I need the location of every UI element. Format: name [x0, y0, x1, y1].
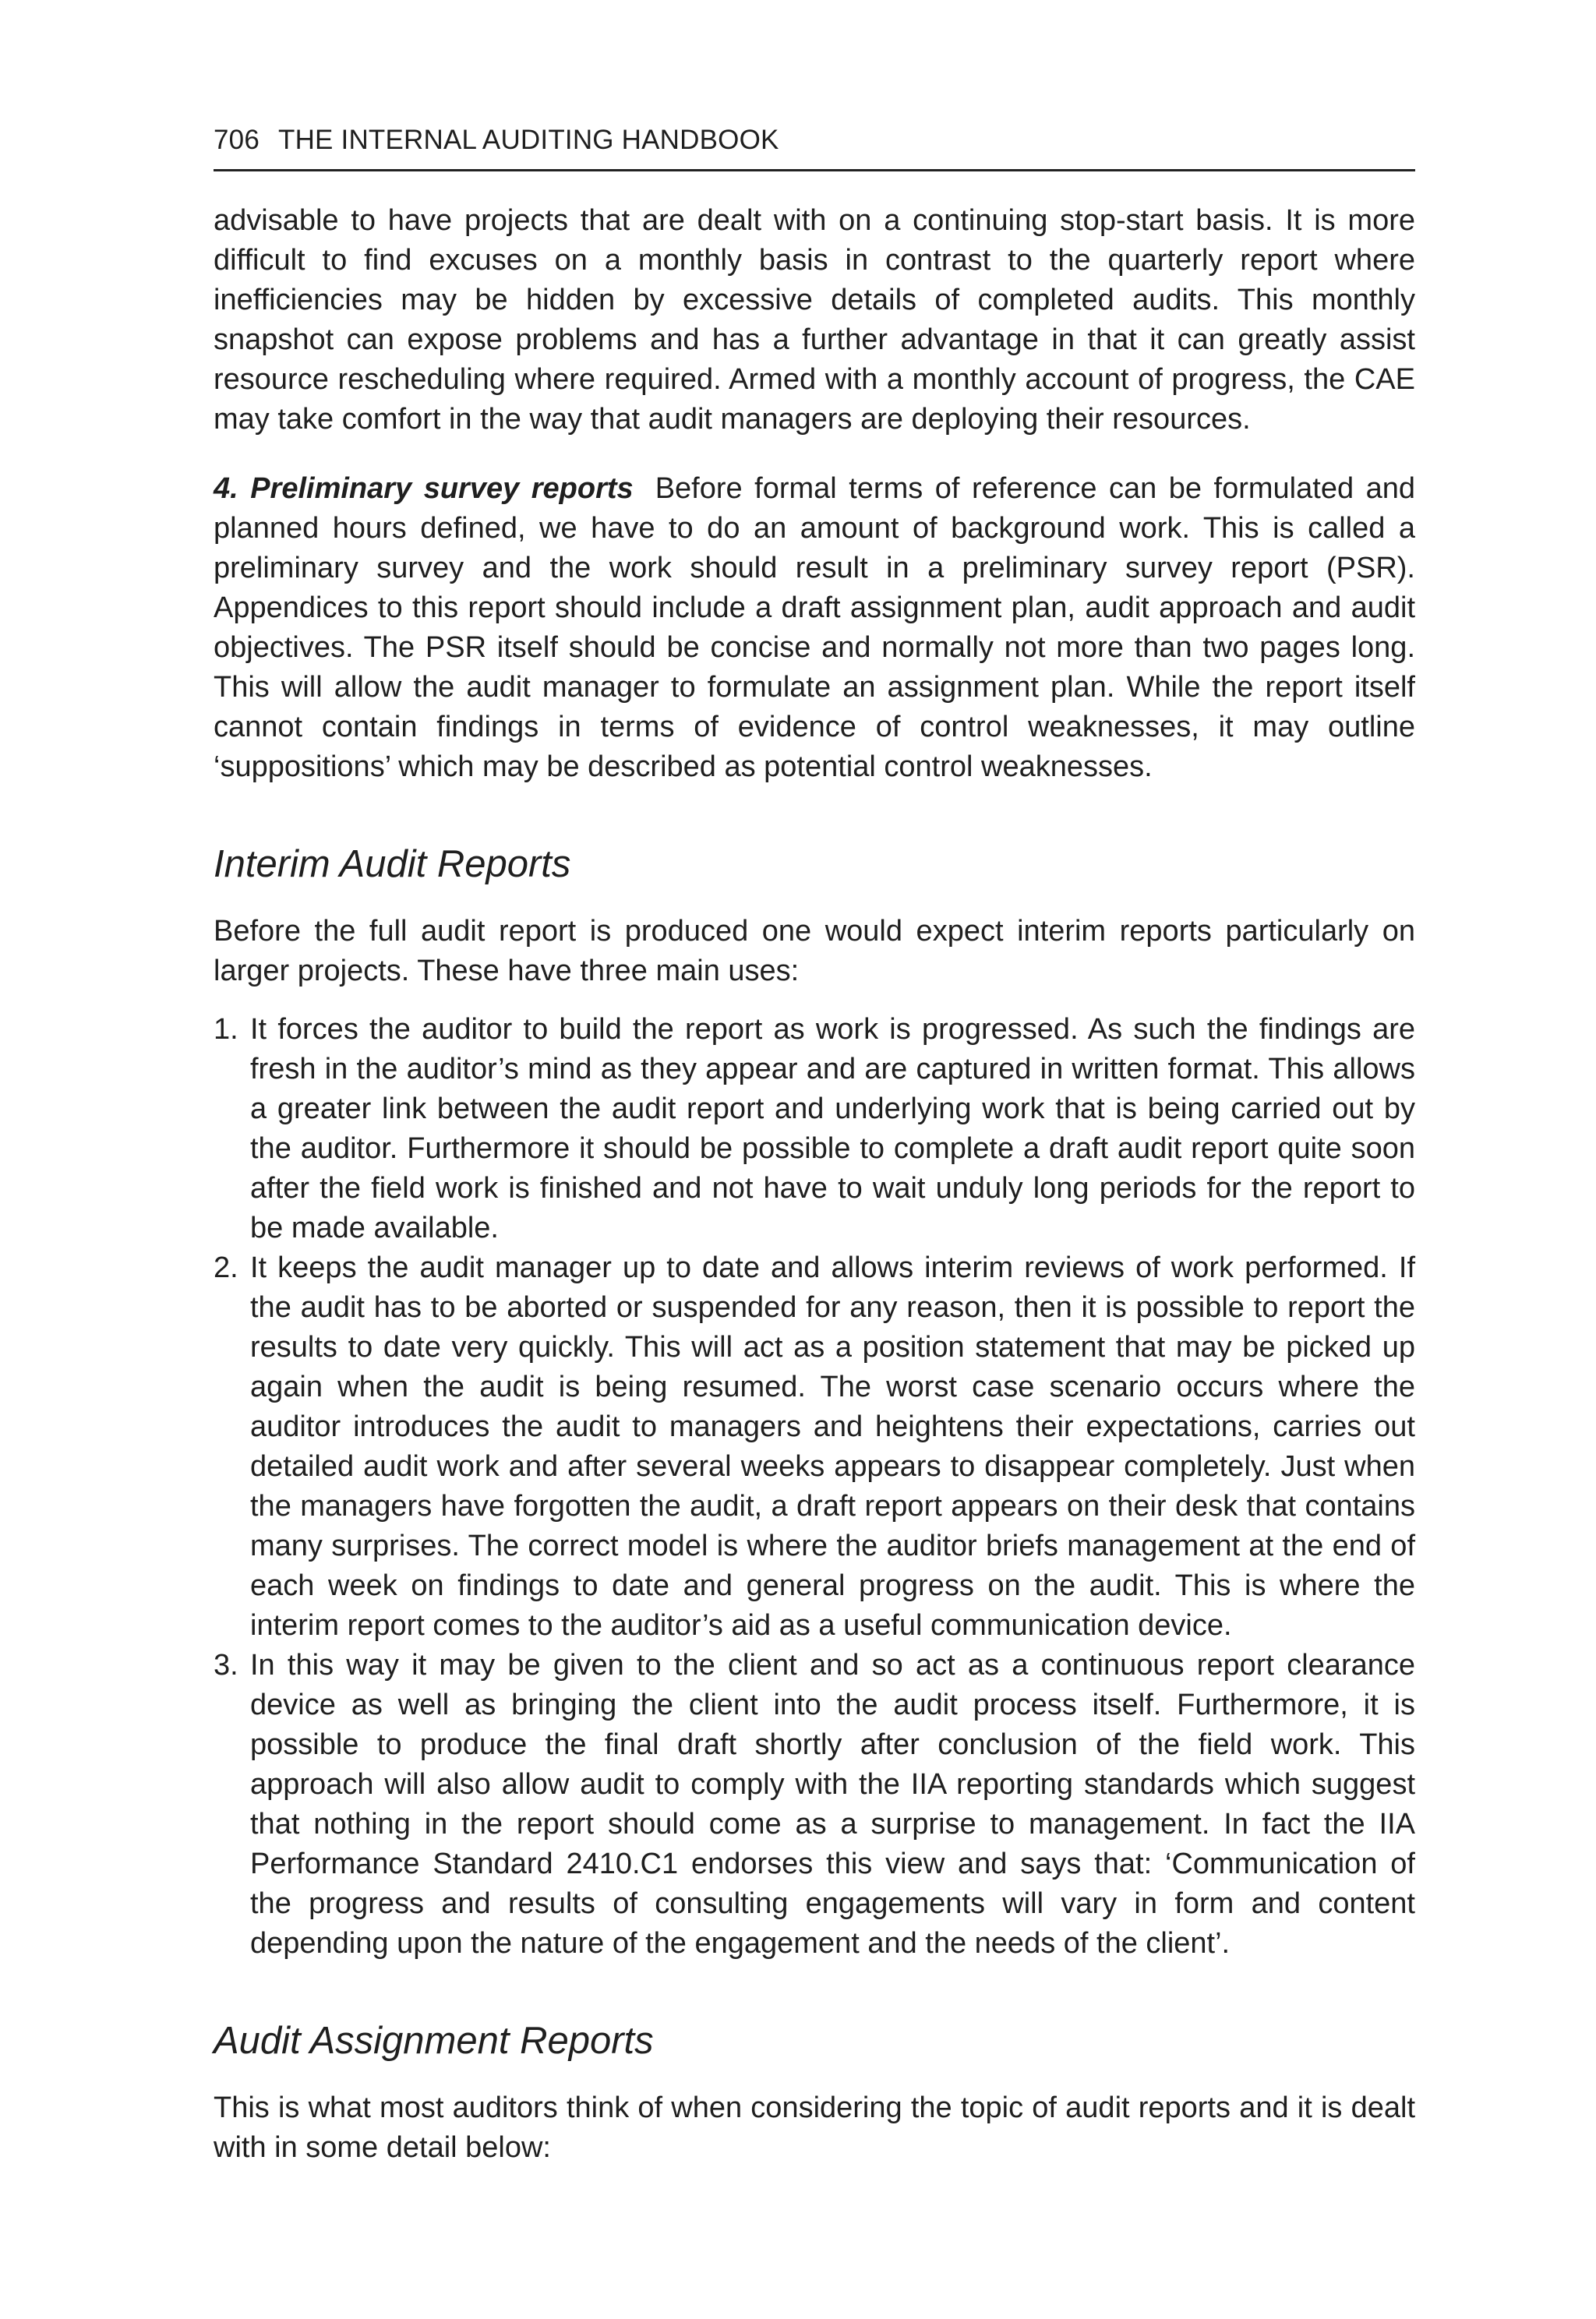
list-item-text: In this way it may be given to the client and so act as a continuous report clearance device as well as bringing the client into the audit process itself. Furthermore, it is possible to produce the final draft shortly after conclusion of the field work. This approach will also allow audit to comply with the IIA reporting standards which suggest that nothing in the report should come as a surprise to management. In fact the IIA Performance Standard 2410.C1 endorses this view and says that: ‘Communication of the progress and results of consulting engagements will vary in form and content depending upon the nature of the engagement and the needs of the client’.: [250, 1649, 1415, 1960]
assignment-intro-paragraph: This is what most auditors think of when considering the topic of audit reports and it is dealt with in some detail below:: [214, 2091, 1415, 2164]
section-heading-assignment: Audit Assignment Reports: [214, 2020, 654, 2062]
list-item-number: 1.: [214, 1013, 238, 1046]
continued-paragraph: advisable to have projects that are dealt with on a continuing stop-start basis. It is more difficult to find excuses on a monthly basis in contrast to the quarterly report where inefficiencies may be hidden by excessive details of completed audits. This monthly snapshot can expose problems and has a further advantage in that it can greatly assist resource rescheduling where required. Armed with a monthly account of progress, the CAE may take comfort in the way that audit managers are deploying their resources.: [214, 204, 1415, 436]
running-title: THE INTERNAL AUDITING HANDBOOK: [278, 125, 779, 155]
list-item: [214, 1248, 1415, 1646]
list-item-number: 3.: [214, 1649, 238, 1682]
list-item: [214, 1010, 1415, 1248]
list-item-text: It keeps the audit manager up to date and allows interim reviews of work performed. If the audit has to be aborted or suspended for any reason, then it is possible to report the results to date very quickly. This will act as a position statement that may be picked up again when the audit is being resumed. The worst case scenario occurs where the auditor introduces the audit to managers and heightens their expectations, carries out detailed audit work and after several weeks appears to disappear completely. Just when the managers have forgotten the audit, a draft report appears on their desk that contains many surprises. The correct model is where the auditor briefs management at the end of each week on findings to date and general progress on the audit. This is where the interim report comes to the auditor’s aid as a useful communication device.: [250, 1251, 1415, 1642]
interim-uses-list: [214, 1010, 1415, 1964]
interim-intro-paragraph: Before the full audit report is produced one would expect interim reports particularly on larger projects. These have three main uses:: [214, 915, 1415, 987]
run-in-heading: 4. Preliminary survey reports: [214, 472, 634, 505]
body-text: [214, 201, 1415, 2168]
page-number: 706: [214, 125, 260, 155]
list-item-text: It forces the auditor to build the report as work is progressed. As such the findings are fresh in the auditor’s mind as they appear and are captured in written format. This allows a greater link between the audit report and underlying work that is being carried out by the auditor. Furthermore it should be possible to complete a draft audit report quite soon after the field work is finished and not have to wait unduly long periods for the report to be made available.: [250, 1013, 1415, 1244]
preliminary-survey-paragraph: [214, 469, 1415, 787]
preliminary-survey-text: Before formal terms of reference can be formulated and planned hours defined, we have to do an amount of background work. This is called a preliminary survey and the work should result in a preliminary survey report (PSR). Appendices to this report should include a draft assignment plan, audit approach and audit objectives. The PSR itself should be concise and normally not more than two pages long. This will allow the audit manager to formulate an assignment plan. While the report itself cannot contain findings in terms of evidence of control weaknesses, it may outline ‘suppositions’ which may be described as potential control weaknesses.: [214, 472, 1415, 783]
section-heading-interim: Interim Audit Reports: [214, 843, 571, 885]
list-item-number: 2.: [214, 1251, 238, 1284]
list-item: [214, 1646, 1415, 1964]
running-header: [214, 123, 1415, 171]
